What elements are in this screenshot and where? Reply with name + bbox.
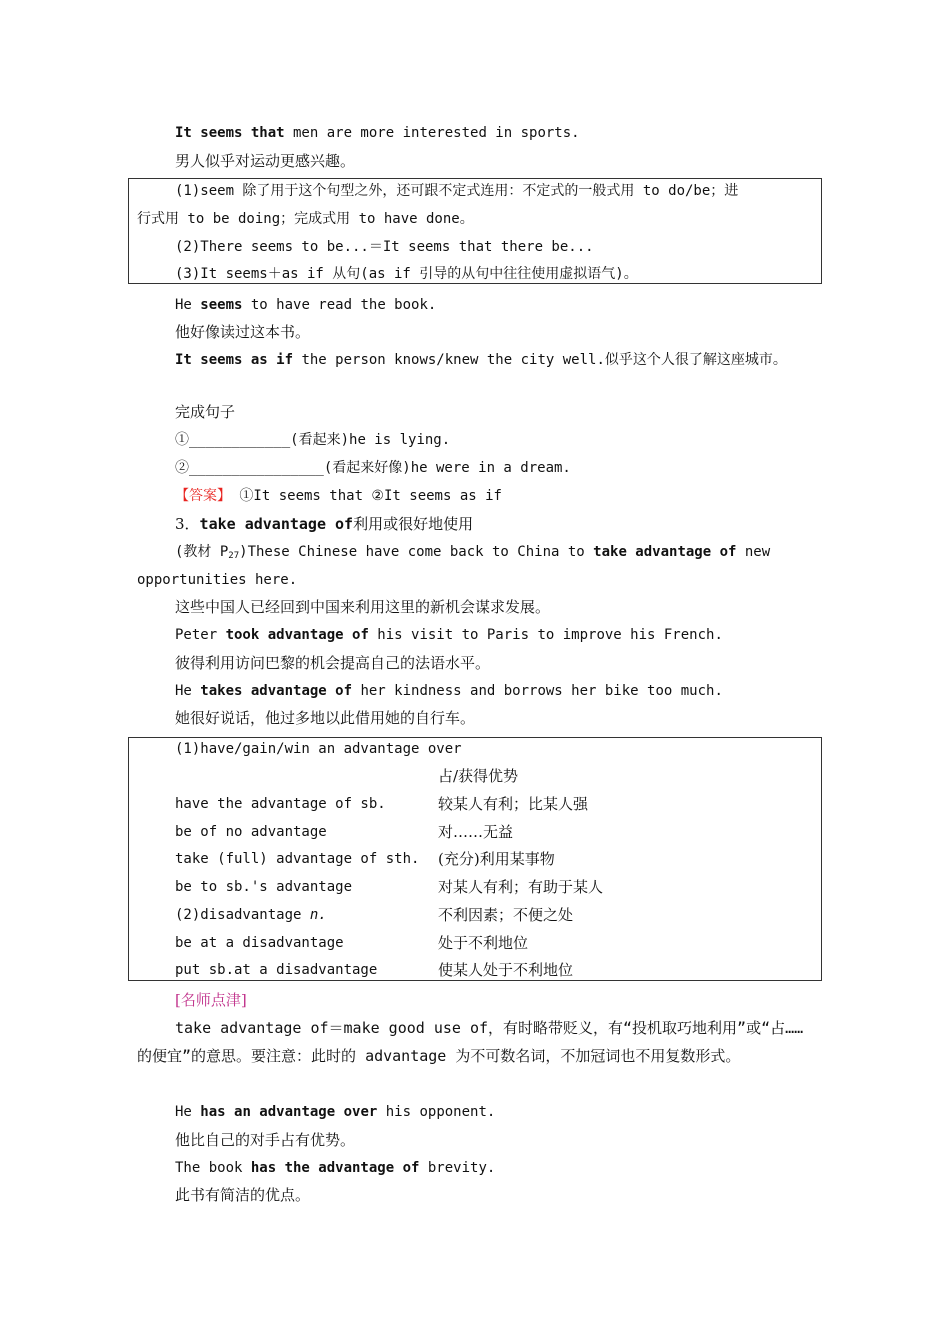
section-heading: 3．take advantage of利用或很好地使用 [175,515,474,533]
note-line-3: (2)There seems to be...＝It seems that there be... [175,239,594,255]
answer-label: 【答案】 [175,488,231,504]
example-sentence-cn: 彼得利用访问巴黎的机会提高自己的法语水平。 [175,654,491,672]
phrase-meaning: 处于不利地位 [438,934,529,952]
example-sentence-en: Peter took advantage of his visit to Paris to improve his French. [175,627,723,643]
note-line-4: (3)It seems＋as if 从句(as if 引导的从句中往往使用虚拟语气)。 [175,266,638,282]
phrase-meaning: 不利因素；不便之处 [438,906,574,924]
phrase-meaning: 较某人有利；比某人强 [438,795,589,813]
example-sentence-en: He has an advantage over his opponent. [175,1104,496,1120]
tip-label: [名师点津] [175,991,247,1009]
textbook-sentence-en: (教材 $P_{27})These$ Chinese have come back to China to take advantage of new [175,544,771,561]
note-line-2: 行式用 to be doing；完成式用 to have done。 [137,211,474,227]
phrase-meaning: 占/获得优势 [438,767,519,785]
textbook-sentence-en-cont: opportunities here. [137,572,298,588]
phrase: be of no advantage [175,824,327,840]
phrase: take (full) advantage of sth. [175,851,420,867]
exercise-title: 完成句子 [175,403,236,421]
phrase-meaning: 使某人处于不利地位 [438,961,574,979]
example-sentence-cn: 他比自己的对手占有优势。 [175,1131,356,1149]
phrase: be to sb.'s advantage [175,879,353,895]
example-sentence-en: It seems that men are more interested in sports. [175,125,580,141]
phrase: (1)have/gain/win an advantage over [175,741,462,757]
note-line-1: (1)seem 除了用于这个句型之外，还可跟不定式连用：不定式的一般式用 to do/be；进 [175,183,739,199]
textbook-sentence-cn: 这些中国人已经回到中国来利用这里的新机会谋求发展。 [175,598,551,616]
phrase: (2)disadvantage n. [175,907,327,923]
phrase-meaning: 对……无益 [438,823,514,841]
example-sentence-cn: 此书有简洁的优点。 [175,1186,311,1204]
phrase: be at a disadvantage [175,935,344,951]
example-sentence-cn: 她很好说话，他过多地以此借用她的自行车。 [175,709,476,727]
phrase-meaning: 对某人有利；有助于某人 [438,878,604,896]
phrase-meaning: (充分)利用某事物 [438,850,555,868]
phrase: have the advantage of sb. [175,796,386,812]
exercise-question-2: ②________________(看起来好像)he were in a dream. [175,460,571,476]
example-sentence-en: He takes advantage of her kindness and borrows her bike too much. [175,683,723,699]
exercise-answer: 【答案】 ①It seems that ②It seems as if [175,488,502,504]
example-sentence-cn: 男人似乎对运动更感兴趣。 [175,152,356,170]
phrase: put sb.at a disadvantage [175,962,378,978]
example-sentence-en: The book has the advantage of brevity. [175,1160,496,1176]
tip-paragraph: take advantage of＝make good use of，有时略带贬义，有“投机取巧地利用”或“占……的便宜”的意思。要注意：此时的 advantage 为不可数名词，不加冠词也不用复数形式。 [137,1019,804,1065]
exercise-question-1: ①____________(看起来)he is lying. [175,432,451,448]
example-sentence-en: He seems to have read the book. [175,297,437,313]
example-sentence-cn: 他好像读过这本书。 [175,323,311,341]
example-sentence-en: It seems as if the person knows/knew the city well.似乎这个人很了解这座城市。 [175,352,787,368]
